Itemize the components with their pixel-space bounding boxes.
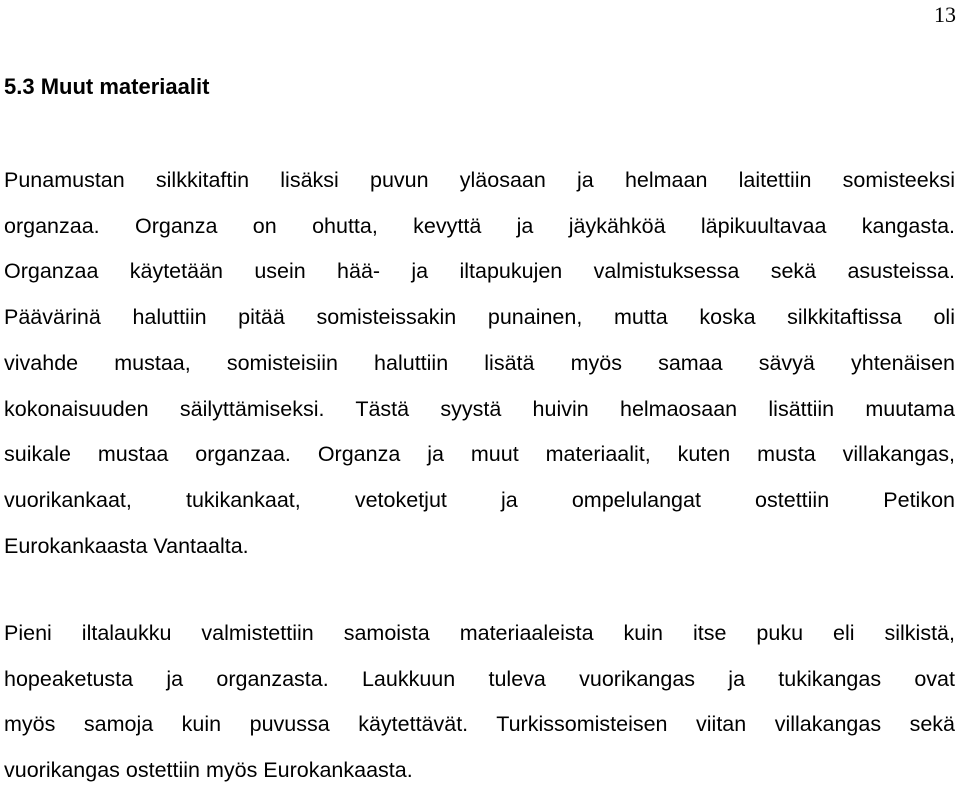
section-heading: 5.3 Muut materiaalit [4,74,210,99]
paragraph-line: Organzaa käytetään usein hää- ja iltapukujen valmistuksessa sekä asusteissa. [4,259,955,284]
page-number: 13 [934,2,956,27]
paragraph-line: Päävärinä haluttiin pitää somisteissakin punainen, mutta koska silkkitaftissa oli [4,305,955,330]
body-paragraph-2 [4,611,955,794]
paragraph-line: Eurokankaasta Vantaalta. [4,533,249,558]
paragraph-line: hopeaketusta ja organzasta. Laukkuun tuleva vuorikangas ja tukikangas ovat [4,666,955,691]
paragraph-line: vivahde mustaa, somisteisiin haluttiin lisätä myös samaa sävyä yhtenäisen [4,350,955,375]
paragraph-line: suikale mustaa organzaa. Organza ja muut materiaalit, kuten musta villakangas, [4,442,955,467]
paragraph-line: kokonaisuuden säilyttämiseksi. Tästä syystä huivin helmaosaan lisättiin muutama [4,396,955,421]
paragraph-line: vuorikankaat, tukikankaat, vetoketjut ja ompelulangat ostettiin Petikon [4,487,955,512]
paragraph-line: vuorikangas ostettiin myös Eurokankaasta. [4,758,413,783]
paragraph-line: Punamustan silkkitaftin lisäksi puvun yläosaan ja helmaan laitettiin somisteeksi [4,168,955,192]
paragraph-line: organzaa. Organza on ohutta, kevyttä ja jäykähköä läpikuultavaa kangasta. [4,213,955,238]
paragraph-line: Pieni iltalaukku valmistettiin samoista materiaaleista kuin itse puku eli silkistä, [4,621,955,645]
body-paragraph-1 [4,158,955,569]
paragraph-line: myös samoja kuin puvussa käytettävät. Turkissomisteisen viitan villakangas sekä [4,712,955,737]
